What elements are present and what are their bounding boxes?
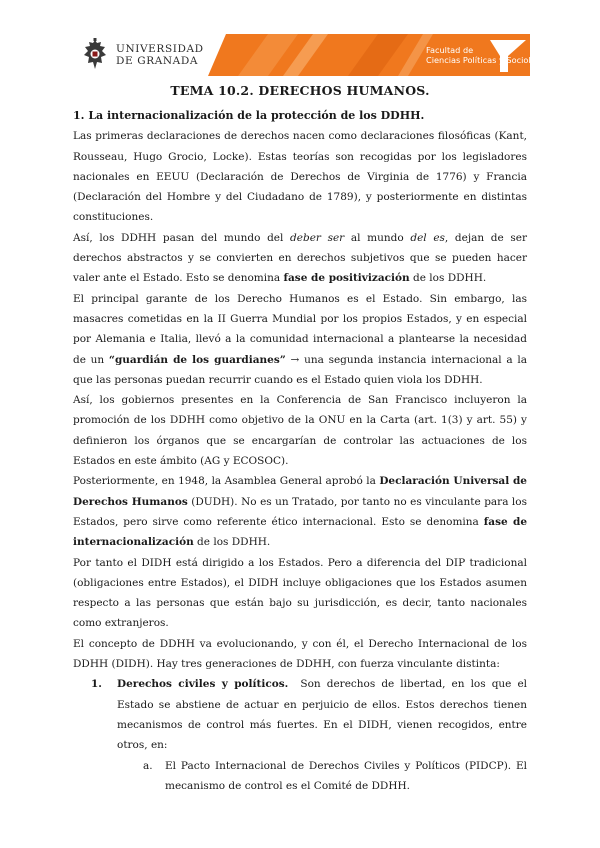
university-name-line1: UNIVERSIDAD bbox=[116, 43, 204, 55]
text-span: (DUDH). No es un Tratado, por tanto no es vinculante para los Estados, pero sirve como referente ético internacional. Esto se denomina bbox=[73, 495, 527, 528]
bold-fase-internacionalizacion: fase de internacionalización bbox=[73, 515, 527, 549]
list-item-text bbox=[117, 674, 531, 755]
page-title: TEMA 10.2. DERECHOS HUMANOS. bbox=[170, 83, 430, 98]
paragraph-5 bbox=[73, 471, 527, 552]
sub-list-item-text: El Pacto Internacional de Derechos Civiles y Políticos (PIDCP). El mecanismo de control es el Comité de DDHH. bbox=[165, 759, 527, 792]
university-name bbox=[116, 43, 204, 67]
university-name-line2: DE GRANADA bbox=[116, 55, 199, 67]
text-span: El principal garante de los Derecho Humanos es el Estado. Sin embargo, las masacres cometidas en la II Guerra Mundial por los propios Estados, y en especial por Alemania e Italia, llevó a la comunidad internacional a plantearse la necesidad de un bbox=[73, 292, 527, 366]
italic-deber-ser: deber ser bbox=[290, 231, 345, 244]
text-span: , dejan de ser derechos abstractos y se convierten en derechos subjetivos que se pueden hacer valer ante el Estado. Esto se denomina bbox=[73, 231, 528, 285]
text-span: Posteriormente, en 1948, la Asamblea General aprobó la bbox=[73, 475, 380, 488]
generations-list bbox=[73, 674, 531, 796]
bold-fase-positivizacion: fase de positivización bbox=[283, 272, 410, 285]
sub-list-item-letter: a. bbox=[143, 759, 153, 772]
list-item-number: 1. bbox=[91, 678, 102, 691]
text-span: de los DDHH. bbox=[193, 536, 271, 549]
sub-list-item bbox=[73, 756, 527, 797]
paragraph-7: El concepto de DDHH va evolucionando, y con él, el Derecho Internacional de los DDHH (DIDH). Hay tres generaciones de DDHH, con fuerza vinculante distinta: bbox=[73, 637, 527, 671]
bold-dudh: Declaración Universal de Derechos Humanos bbox=[73, 475, 527, 508]
paragraph-6: Por tanto el DIDH está dirigido a los Estados. Pero a diferencia del DIP tradicional (obligaciones entre Estados), el DIDH incluye obligaciones que los Estados asumen respecto a las personas que están bajo su jurisdicción, es decir, tanto nacionales como extranjeros. bbox=[73, 556, 527, 630]
text-span: al mundo bbox=[344, 231, 411, 244]
paragraph-1: Las primeras declaraciones de derechos nacen como declaraciones filosóficas (Kant, Rousseau, Hugo Grocio, Locke). Estas teorías son recogidas por los legisladores nacionales en EEUU (Declaración de Derechos de Virginia de 1776) y Francia (Declaración del Hombre y del Ciudadano de 1789), y posteriormente en distintas constituciones. bbox=[73, 130, 527, 224]
text-span: de los DDHH. bbox=[409, 272, 487, 285]
faculty-name-line2: Ciencias Políticas y Sociología bbox=[426, 55, 549, 65]
section-heading: 1. La internacionalización de la protección de los DDHH. bbox=[73, 109, 425, 122]
faculty-name bbox=[426, 45, 548, 65]
faculty-name-line1: Facultad de bbox=[426, 45, 474, 55]
text-span: Así, los DDHH pasan del mundo del bbox=[73, 231, 291, 244]
list-item-bold: Derechos civiles y políticos. bbox=[117, 678, 289, 691]
text-span: Son derechos de libertad, en los que el Estado se abstiene de actuar en perjuicio de ellos. Estos derechos tienen mecanismos de control más fuertes. En el DIDH, vienen recogidos, entre otros, en: bbox=[117, 678, 531, 752]
italic-del-es: del es bbox=[410, 231, 445, 244]
document-body bbox=[73, 106, 531, 796]
university-crest-icon bbox=[80, 38, 110, 72]
paragraph-3 bbox=[73, 289, 527, 390]
paragraph-4: Así, los gobiernos presentes en la Conferencia de San Francisco incluyeron la promoción de los DDHH como objetivo de la ONU en la Carta (art. 1(3) y art. 55) y definieron los órganos que se encargarían de controlar las actuaciones de los Estados en este ámbito (AG y ECOSOC). bbox=[73, 394, 527, 468]
paragraph-2 bbox=[73, 228, 527, 289]
list-item bbox=[73, 674, 531, 755]
bold-guardian: “guardián de los guardianes” bbox=[108, 353, 286, 366]
page-header bbox=[0, 30, 600, 80]
text-span: → una segunda instancia internacional a la que las personas puedan recurrir cuando es el Estado quien viola los DDHH. bbox=[73, 353, 527, 386]
